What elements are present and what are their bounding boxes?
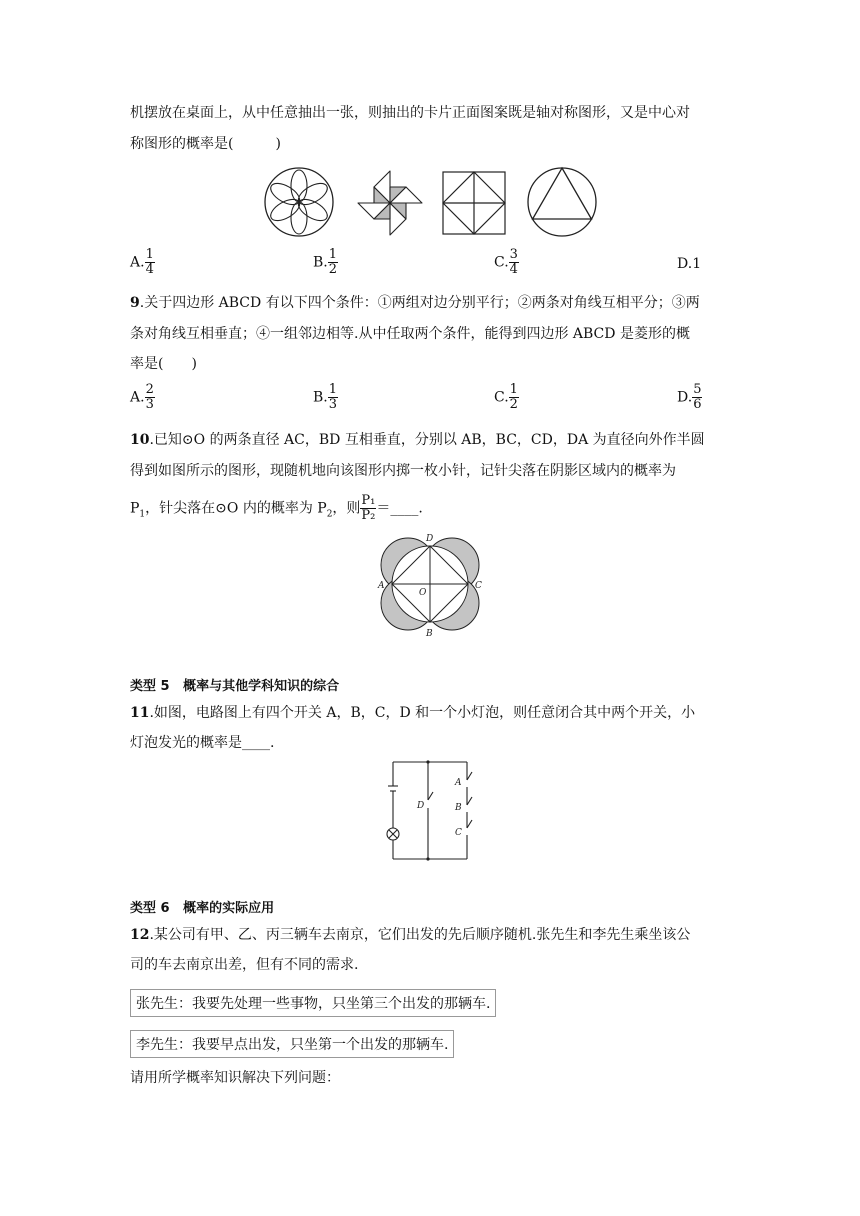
q8-option-d[interactable]: D.1 [677, 256, 702, 272]
q9-option-d[interactable]: D. $\frac{5}{6}$ [677, 382, 702, 412]
q9-line2: 条对角线互相垂直；④一组邻边相等.从中任取两个条件，能得到四边形 ABCD 是菱形的概 [130, 326, 690, 342]
q11-figure-circuit [383, 758, 473, 864]
q8-option-a[interactable]: A. $\frac{1}{4}$ [130, 247, 154, 277]
type5-heading: 类型 5 概率与其他学科知识的综合 [130, 679, 340, 694]
q9-option-c-fraction: $\frac{1}{2}$ [509, 382, 518, 412]
q9-line3: 率是( ) [130, 356, 197, 372]
type6-heading: 类型 6 概率的实际应用 [130, 901, 275, 916]
q9-option-a[interactable]: A. $\frac{2}{3}$ [130, 382, 154, 412]
q9-line1: 9.关于四边形 ABCD 有以下四个条件：①两组对边分别平行；②两条对角线互相平分；③两 [130, 295, 700, 311]
q12-box-zhang: 张先生：我要先处理一些事物，只坐第三个出发的那辆车. [130, 989, 496, 1017]
q8-option-b[interactable]: B. $\frac{1}{2}$ [313, 247, 338, 277]
q9-number: 9 [130, 295, 140, 311]
q8-option-a-fraction: $\frac{1}{4}$ [145, 247, 154, 277]
q10-line3: $P_1$，针尖落在⊙O 内的概率为 $P_2$，则 $\frac{\text{P₁}}{\text{P₂}}$ ＝____. [130, 493, 423, 523]
q9-option-c[interactable]: C. $\frac{1}{2}$ [494, 382, 518, 412]
q8-line1: 机摆放在桌面上，从中任意抽出一张，则抽出的卡片正面图案既是轴对称图形，又是中心对 [130, 105, 690, 121]
q12-line2: 司的车去南京出差，但有不同的需求. [130, 957, 359, 973]
q10-label-d: D [426, 534, 434, 544]
q8-figure-pinwheel [352, 168, 428, 238]
q12-line3: 请用所学概率知识解决下列问题： [130, 1070, 340, 1086]
q11-label-c: C [455, 828, 462, 838]
q12-number: 12 [130, 927, 150, 943]
q10-figure-circle-semicircles [370, 528, 490, 640]
q8-figure-circle-triangle [525, 165, 599, 239]
q10-label-a: A [378, 581, 385, 591]
q10-label-o: O [419, 588, 427, 598]
q9-option-b[interactable]: B. $\frac{1}{3}$ [313, 382, 338, 412]
q8-option-b-fraction: $\frac{1}{2}$ [328, 247, 338, 277]
q8-figure-flower [262, 165, 336, 239]
q10-label-c: C [475, 581, 482, 591]
q10-label-b: B [426, 629, 433, 639]
q9-option-d-fraction: $\frac{5}{6}$ [693, 382, 702, 412]
q8-option-c-fraction: $\frac{3}{4}$ [509, 247, 518, 277]
q9-option-b-fraction: $\frac{1}{3}$ [328, 382, 338, 412]
q11-line1: 11.如图，电路图上有四个开关 A，B，C，D 和一个小灯泡，则任意闭合其中两个开关，小 [130, 705, 696, 721]
q10-ratio-fraction: $\frac{\text{P₁}}{\text{P₂}}$ [361, 493, 376, 523]
q9-option-a-fraction: $\frac{2}{3}$ [145, 382, 154, 412]
q11-line2: 灯泡发光的概率是____. [130, 735, 275, 751]
q11-label-d: D [417, 801, 425, 811]
q8-option-c[interactable]: C. $\frac{3}{4}$ [494, 247, 518, 277]
q10-number: 10 [130, 432, 150, 448]
q12-line1: 12.某公司有甲、乙、丙三辆车去南京，它们出发的先后顺序随机.张先生和李先生乘坐该公 [130, 927, 691, 943]
q12-box-li: 李先生：我要早点出发，只坐第一个出发的那辆车. [130, 1030, 454, 1058]
q11-label-b: B [455, 803, 462, 813]
q8-line2: 称图形的概率是( ) [130, 136, 281, 152]
q11-label-a: A [455, 778, 462, 788]
q11-number: 11 [130, 705, 150, 721]
q10-line2: 得到如图所示的图形，现随机地向该图形内掷一枚小针，记针尖落在阴影区域内的概率为 [130, 463, 676, 479]
q10-line1: 10.已知⊙O 的两条直径 AC，BD 互相垂直，分别以 AB，BC，CD，DA 为直径向外作半圆 [130, 432, 705, 448]
q8-figure-square [441, 170, 507, 236]
